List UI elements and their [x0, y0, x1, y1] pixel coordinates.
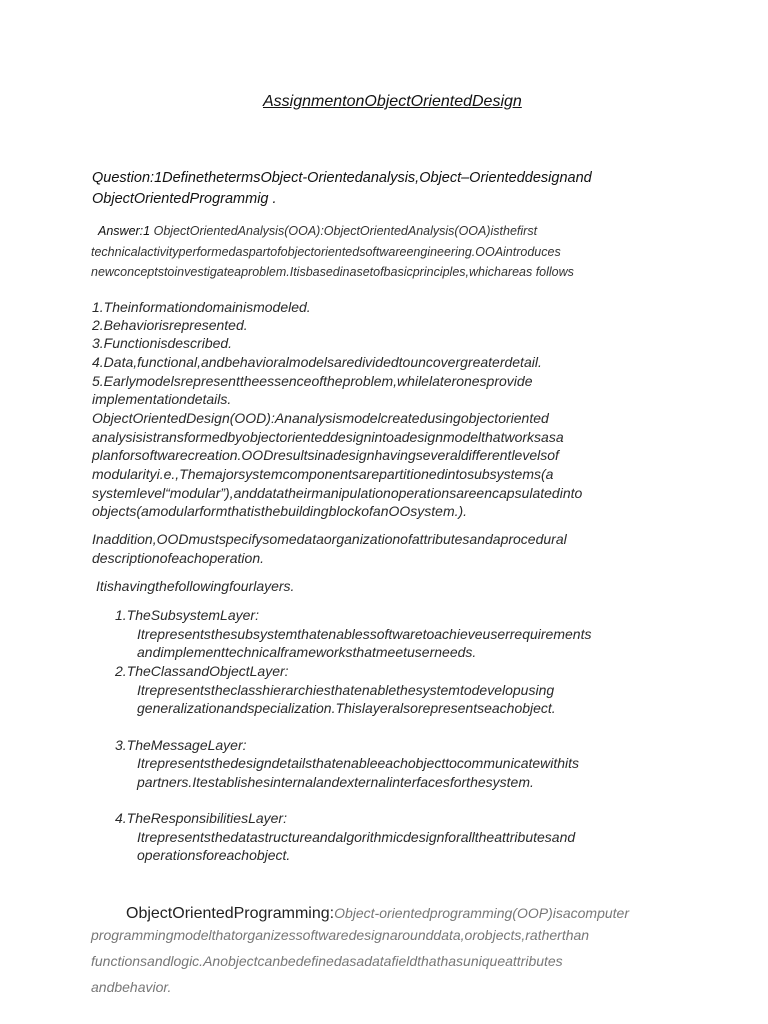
answer-line: technicalactivityperformedaspartofobjectorientedsoftwareengineering.OOAintroduces — [91, 245, 561, 259]
ood-line: ObjectOrientedDesign(OOD):Ananalysismodelcreatedusingobjectoriented — [92, 410, 549, 426]
layer-heading: 2.TheClassandObjectLayer: — [115, 663, 289, 679]
layer-description: Itrepresentsthesubsystemthatenablessoftwaretoachieveuserrequirements — [137, 626, 592, 642]
oop-heading: ObjectOrientedProgramming: — [126, 905, 335, 922]
layer-description: operationsforeachobject. — [137, 847, 291, 863]
layer-description: andimplementtechnicalframeworksthatmeetuserneeds. — [137, 644, 477, 660]
document-title: AssignmentonObjectOrientedDesign — [263, 93, 522, 110]
layer-description: Itrepresentstheclasshierarchiesthatenablethesystemtodevelopusing — [137, 682, 555, 698]
question-line-1: Question:1DefinethetermsObject-Orientedanalysis,Object–Orienteddesignand — [92, 170, 592, 186]
principle-item: implementationdetails. — [92, 391, 232, 407]
layer-description: Itrepresentsthedesigndetailsthatenableeachobjecttocommunicatewithits — [137, 755, 580, 771]
layer-description: generalizationandspecialization.Thislayeralsorepresentseachobject. — [137, 700, 556, 716]
oop-intro: Object-orientedprogramming(OOP)isacomputer — [334, 905, 629, 921]
addition-line: Inaddition,OODmustspecifysomedataorganizationofattributesandaprocedural — [92, 531, 567, 547]
ood-line: systemlevel“modular”),anddatatheirmanipulationoperationsareencapsulatedinto — [92, 485, 583, 501]
layers-intro: Itishavingthefollowingfourlayers. — [96, 578, 295, 594]
layer-heading: 4.TheResponsibilitiesLayer: — [115, 810, 287, 826]
ood-line: modularityi.e.,Themajorsystemcomponentsarepartitionedintosubsystems(a — [92, 466, 554, 482]
oop-line: functionsandlogic.Anobjectcanbedefinedasadatafieldthathasuniqueattributes — [91, 953, 563, 969]
oop-line: andbehavior. — [91, 979, 172, 995]
answer-ooa-intro: ObjectOrientedAnalysis(OOA):ObjectOrientedAnalysis(OOA)isthefirst — [153, 224, 538, 238]
question-line-2: ObjectOrientedProgrammig . — [92, 191, 277, 207]
layer-description: partners.Itestablishesinternalandexternalinterfacesforthesystem. — [137, 774, 534, 790]
principle-item: 5.Earlymodelsrepresenttheessenceoftheproblem,whilelateronesprovide — [92, 373, 533, 389]
ood-line: objects(amodularformthatisthebuildingblockofanOOsystem.). — [92, 503, 468, 519]
answer-first-line — [98, 224, 537, 238]
principle-item: 1.Theinformationdomainismodeled. — [92, 299, 311, 315]
principle-item: 2.Behaviorisrepresented. — [92, 317, 248, 333]
layer-description: Itrepresentsthedatastructureandalgorithmicdesignforalltheattributesand — [137, 829, 576, 845]
answer-lead: Answer:1 — [98, 224, 154, 238]
oop-first-line — [126, 905, 629, 923]
layer-heading: 3.TheMessageLayer: — [115, 737, 247, 753]
ood-line: planforsoftwarecreation.OODresultsinadesignhavingseveraldifferentlevelsof — [92, 447, 559, 463]
oop-line: programmingmodelthatorganizessoftwaredesignarounddata,orobjects,ratherthan — [91, 927, 590, 943]
addition-line: descriptionofeachoperation. — [92, 550, 265, 566]
principle-item: 3.Functionisdescribed. — [92, 335, 233, 351]
ood-line: analysisistransformedbyobjectorienteddesignintoadesignmodelthatworksasa — [92, 429, 564, 445]
answer-line: newconceptstoinvestigateaproblem.Itisbasedinasetofbasicprinciples,whichareas follows — [91, 265, 574, 279]
principle-item: 4.Data,functional,andbehavioralmodelsaredividedtouncovergreaterdetail. — [92, 354, 542, 370]
layer-heading: 1.TheSubsystemLayer: — [115, 607, 259, 623]
